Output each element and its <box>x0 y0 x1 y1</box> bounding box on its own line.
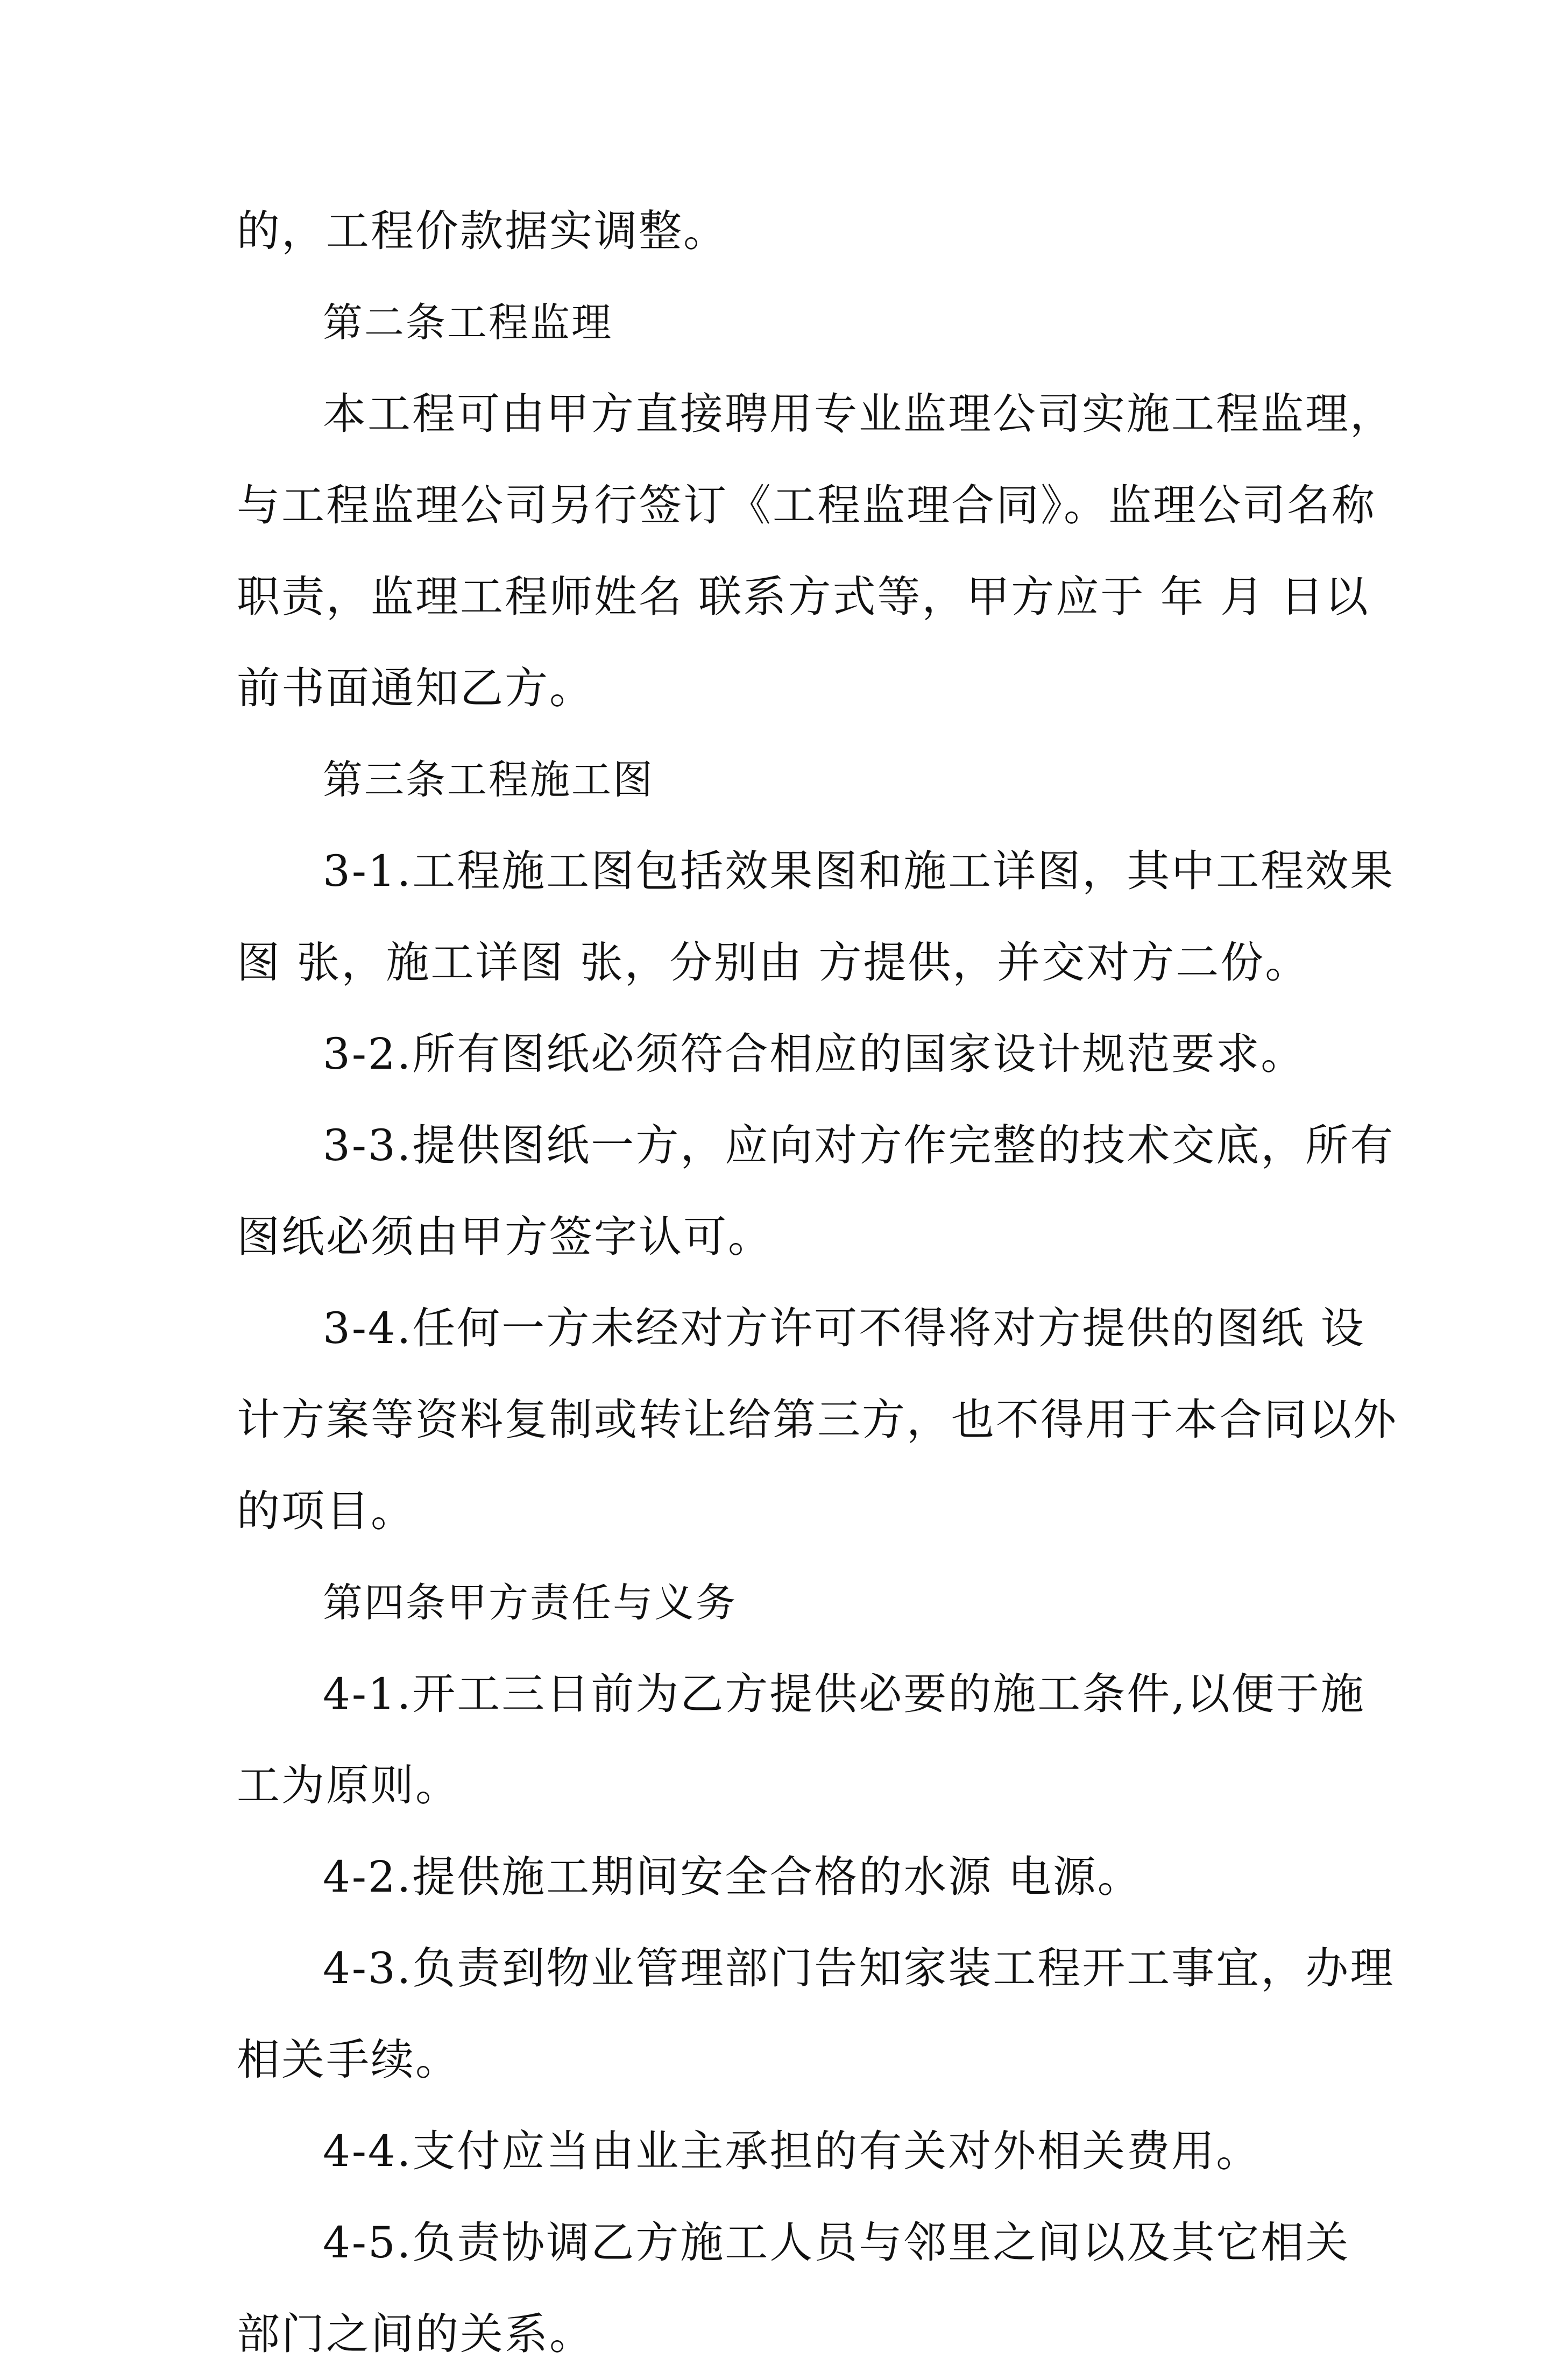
text-line: 3-2.所有图纸必须符合相应的国家设计规范要求。 <box>323 1029 1306 1079</box>
text-line: 的项目。 <box>237 1486 415 1536</box>
text-line: 相关手续。 <box>237 2035 460 2085</box>
text-line: 计方案等资料复制或转让给第三方，也不得用于本合同以外 <box>237 1395 1398 1445</box>
text-line: 的，工程价款据实调整。 <box>237 206 728 256</box>
text-line: 前书面通知乙方。 <box>237 663 594 713</box>
text-line: 部门之间的关系。 <box>237 2309 594 2359</box>
text-line: 图 张，施工详图 张，分别由 方提供，并交对方二份。 <box>237 937 1310 987</box>
text-line: 4-4.支付应当由业主承担的有关对外相关费用。 <box>323 2126 1261 2176</box>
document-body <box>237 186 1398 2380</box>
text-line: 3-3.提供图纸一方，应向对方作完整的技术交底，所有 <box>323 1120 1395 1170</box>
text-line: 本工程可由甲方直接聘用专业监理公司实施工程监理， <box>323 389 1395 439</box>
text-line: 4-2.提供施工期间安全合格的水源 电源。 <box>323 1852 1142 1902</box>
section-heading: 第三条工程施工图 <box>323 757 654 803</box>
section-heading: 第四条甲方责任与义务 <box>323 1580 737 1626</box>
text-line: 职责，监理工程师姓名 联系方式等，甲方应于 年 月 日以 <box>237 572 1370 622</box>
text-line: 4-3.负责到物业管理部门告知家装工程开工事宜，办理 <box>323 1943 1395 1993</box>
text-line: 工为原则。 <box>237 1760 460 1810</box>
text-line: 3-1.工程施工图包括效果图和施工详图，其中工程效果 <box>323 846 1395 896</box>
text-line: 4-1.开工三日前为乙方提供必要的施工条件,以便于施 <box>323 1669 1365 1719</box>
text-line: 图纸必须由甲方签字认可。 <box>237 1212 773 1262</box>
text-line: 3-4.任何一方未经对方许可不得将对方提供的图纸 设 <box>323 1303 1365 1353</box>
section-heading: 第二条工程监理 <box>323 300 613 346</box>
text-line: 与工程监理公司另行签订《工程监理合同》。监理公司名称 <box>237 480 1376 530</box>
text-line: 4-5.负责协调乙方施工人员与邻里之间以及其它相关 <box>323 2218 1350 2268</box>
